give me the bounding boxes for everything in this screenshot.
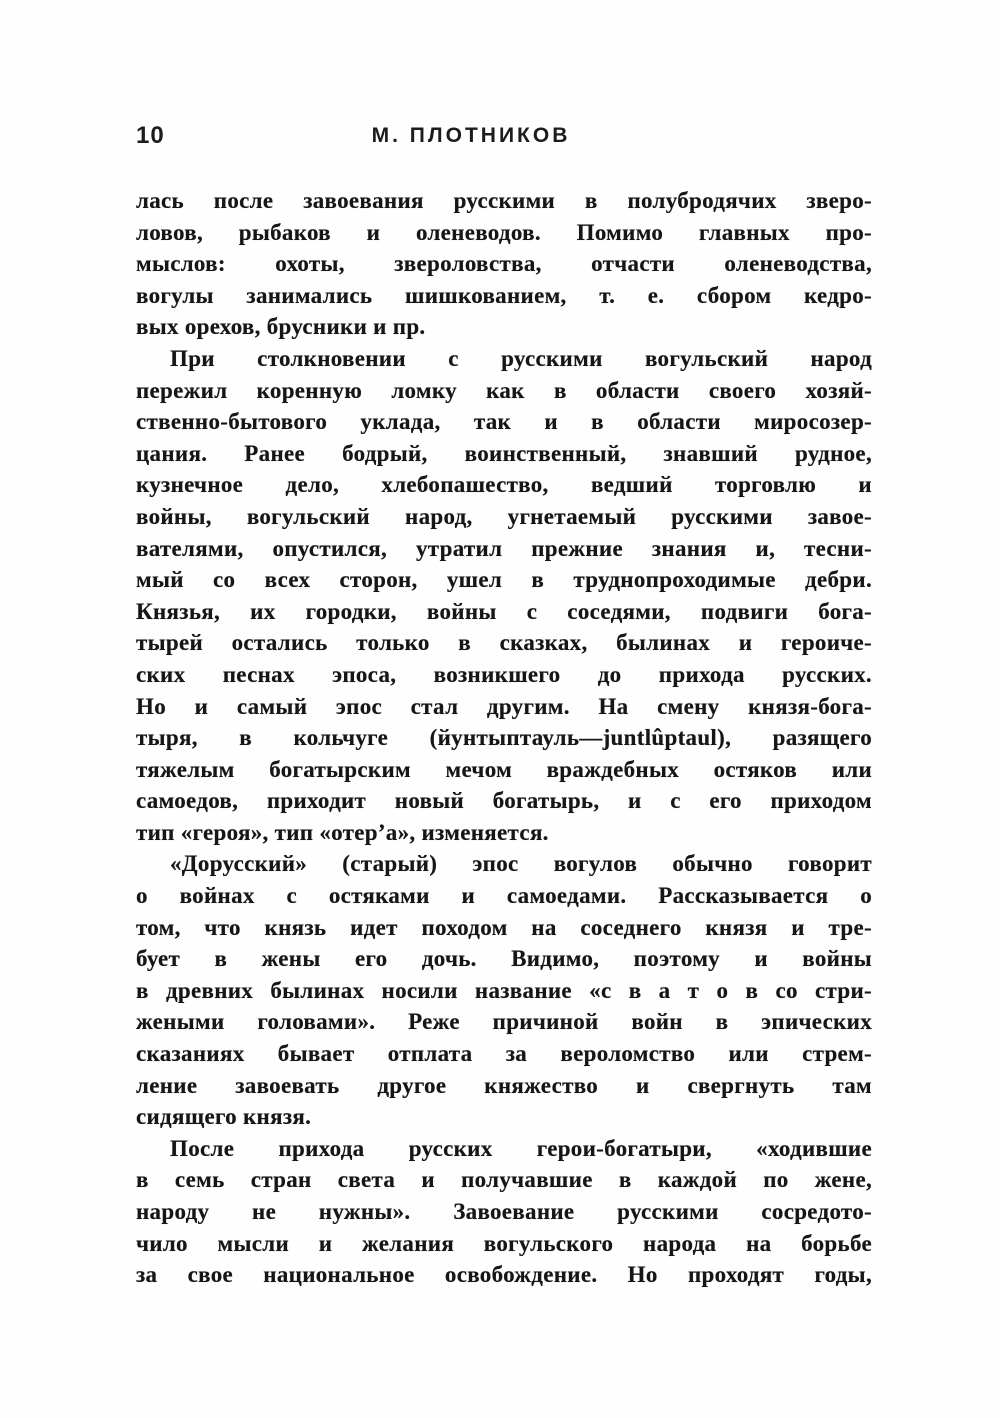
text-line: сидящего князя. [136,1104,312,1130]
text-line: После прихода русских герои-богатыри, «ходившие [170,1135,872,1161]
text-line: войны, вогульский народ, угнетаемый русскими завое- [136,503,872,529]
text-line: Но и самый эпос стал другим. На смену князя-бога- [136,693,872,719]
text-line: том, что князь идет походом на соседнего князя и тре- [136,914,872,940]
paragraph [136,185,872,343]
page-number: 10 [136,122,165,149]
text-line: ловов, рыбаков и оленеводов. Помимо главных про- [136,219,872,245]
text-line: При столкновении с русскими вогульский народ [170,345,872,371]
running-head: М. ПЛОТНИКОВ [371,124,571,147]
text-line: кузнечное дело, хлебопашество, ведший торговлю и [136,472,872,498]
text-line: «Дорусский» (старый) эпос вогулов обычно говорит [170,851,872,877]
text-line: вых орехов, брусники и пр. [136,314,426,340]
text-line: лась после завоевания русскими в полубродячих зверо- [136,188,872,213]
text-line: народу не нужны». Завоевание русскими сосредото- [136,1199,872,1224]
paragraph [136,1133,872,1291]
text-line: пережил коренную ломку как в области своего хозяй- [136,377,872,403]
text-line: тяжелым богатырским мечом враждебных остяков или [136,756,872,782]
text-line: в семь стран света и получавшие в каждой по жене, [136,1167,872,1193]
text-line: Князья, их городки, войны с соседями, подвиги бога- [136,598,872,624]
text-line: тыря, в кольчуге (йунтыптауль—juntlûptaul), разящего [136,725,872,751]
text-line: в древних былинах носили название «с в а т о в со стри- [136,977,872,1003]
text-line: самоедов, приходит новый богатырь, и с его приходом [136,788,872,814]
text-line: жеными головами». Реже причиной войн в эпических [136,1009,872,1035]
paragraph [136,343,872,849]
text-line: о войнах с остяками и самоедами. Рассказывается о [136,883,872,909]
text-line: ление завоевать другое княжество и свергнуть там [136,1072,872,1098]
text-line: мыслов: охоты, звероловства, отчасти оленеводства, [136,251,872,277]
text-line: цания. Ранее бодрый, воинственный, знавший рудное, [136,440,872,466]
text-line: вателями, опустился, утратил прежние знания и, тесни- [136,535,872,561]
text-line: тырей остались только в сказках, былинах и героиче- [136,630,872,656]
text-line: сказаниях бывает отплата за вероломство или стрем- [136,1041,872,1067]
body-text [136,185,872,1291]
text-line: чило мысли и желания вогульского народа на борьбе [136,1230,872,1256]
text-line: ских песнах эпоса, возникшего до прихода русских. [136,661,872,687]
text-line: за свое национальное освобождение. Но проходят годы, [136,1262,872,1288]
paragraph [136,848,872,1132]
text-line: ственно-бытового уклада, так и в области миросозер- [136,409,872,435]
text-line: мый со всех сторон, ушел в труднопроходимые дебри. [136,567,872,593]
text-line: бует в жены его дочь. Видимо, поэтому и войны [136,946,872,972]
text-line: тип «героя», тип «отер’а», изменяется. [136,819,549,845]
text-line: вогулы занимались шишкованием, т. е. сбором кедро- [136,282,872,308]
